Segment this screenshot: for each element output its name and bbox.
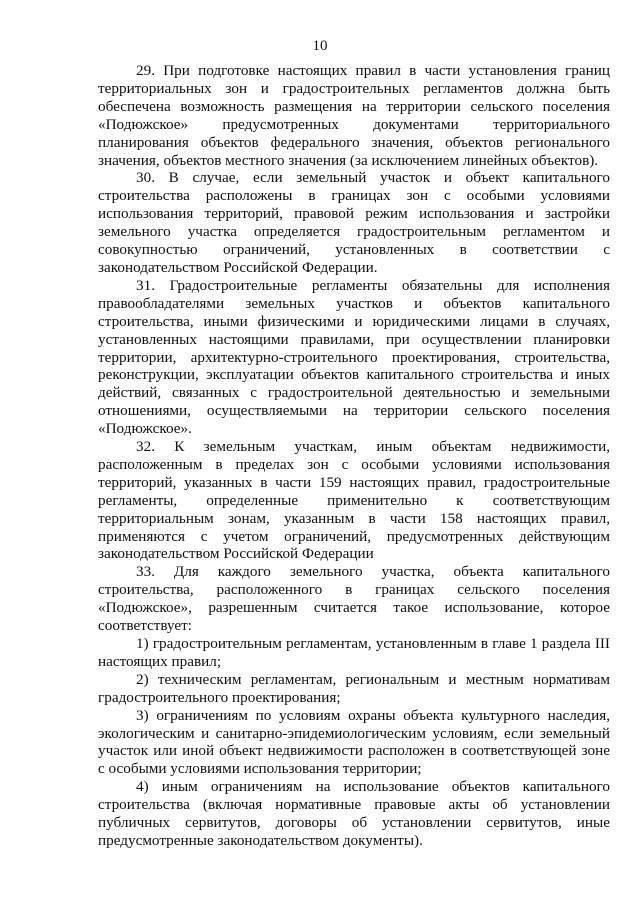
list-item-4: 4) иным ограничениям на использование объектов капитального строительства (включая нормативные правовые акты об установлении публичных сервитутов, договоры об установлении сервитутов, иные предусмотренные законодательством документы).: [98, 778, 610, 849]
paragraph-29: 29. При подготовке настоящих правил в части установления границ территориальных зон и градостроительных регламентов должна быть обеспечена возможность размещения на территории сельского поселения «Подюжское» предусмотренных документами территориального планирования объектов федерального значения, объектов регионального значения, объектов местного значения (за исключением линейных объектов).: [98, 62, 610, 169]
paragraph-33: 33. Для каждого земельного участка, объекта капитального строительства, расположенного в границах сельского поселения «Подюжское», разрешенным считается такое использование, которое соответствует:: [98, 563, 610, 635]
list-item-3: 3) ограничениям по условиям охраны объекта культурного наследия, экологическим и санитарно-эпидемиологическим условиям, если земельный участок или иной объект недвижимости расположен в соответствующей зоне с особыми условиями использования территории;: [98, 706, 610, 778]
list-item-1: 1) градостроительным регламентам, установленным в главе 1 раздела III настоящих правил;: [98, 635, 610, 670]
document-body: [98, 62, 610, 850]
paragraph-32: 32. К земельным участкам, иным объектам недвижимости, расположенным в пределах зон с особыми условиями использования территорий, указанных в части 159 настоящих правил, градостроительные регламенты, определенные применительно к соответствующим территориальным зонам, указанным в части 158 настоящих правил, применяются с учетом ограничений, предусмотренных действующим законодательством Российской Федерации: [98, 438, 610, 563]
paragraph-30: 30. В случае, если земельный участок и объект капитального строительства расположены в границах зон с особыми условиями использования территорий, правовой режим использования и застройки земельного участка определяется градостроительным регламентом и совокупностью ограничений, установленных в соответствии с законодательством Российской Федерации.: [98, 169, 610, 276]
page-number: 10: [312, 38, 328, 54]
paragraph-31: 31. Градостроительные регламенты обязательны для исполнения правообладателями земельных участков и объектов капитального строительства, иными физическими и юридическими лицами в случаях, установленных настоящими правилами, при осуществлении планировки территории, архитектурно-строительного проектирования, строительства, реконструкции, эксплуатации объектов капитального строительства и иных действий, связанных с градостроительной деятельностью и земельными отношениями, осуществляемыми на территории сельского поселения «Подюжское».: [98, 276, 610, 438]
list-item-2: 2) техническим регламентам, региональным и местным нормативам градостроительного проектирования;: [98, 670, 610, 706]
